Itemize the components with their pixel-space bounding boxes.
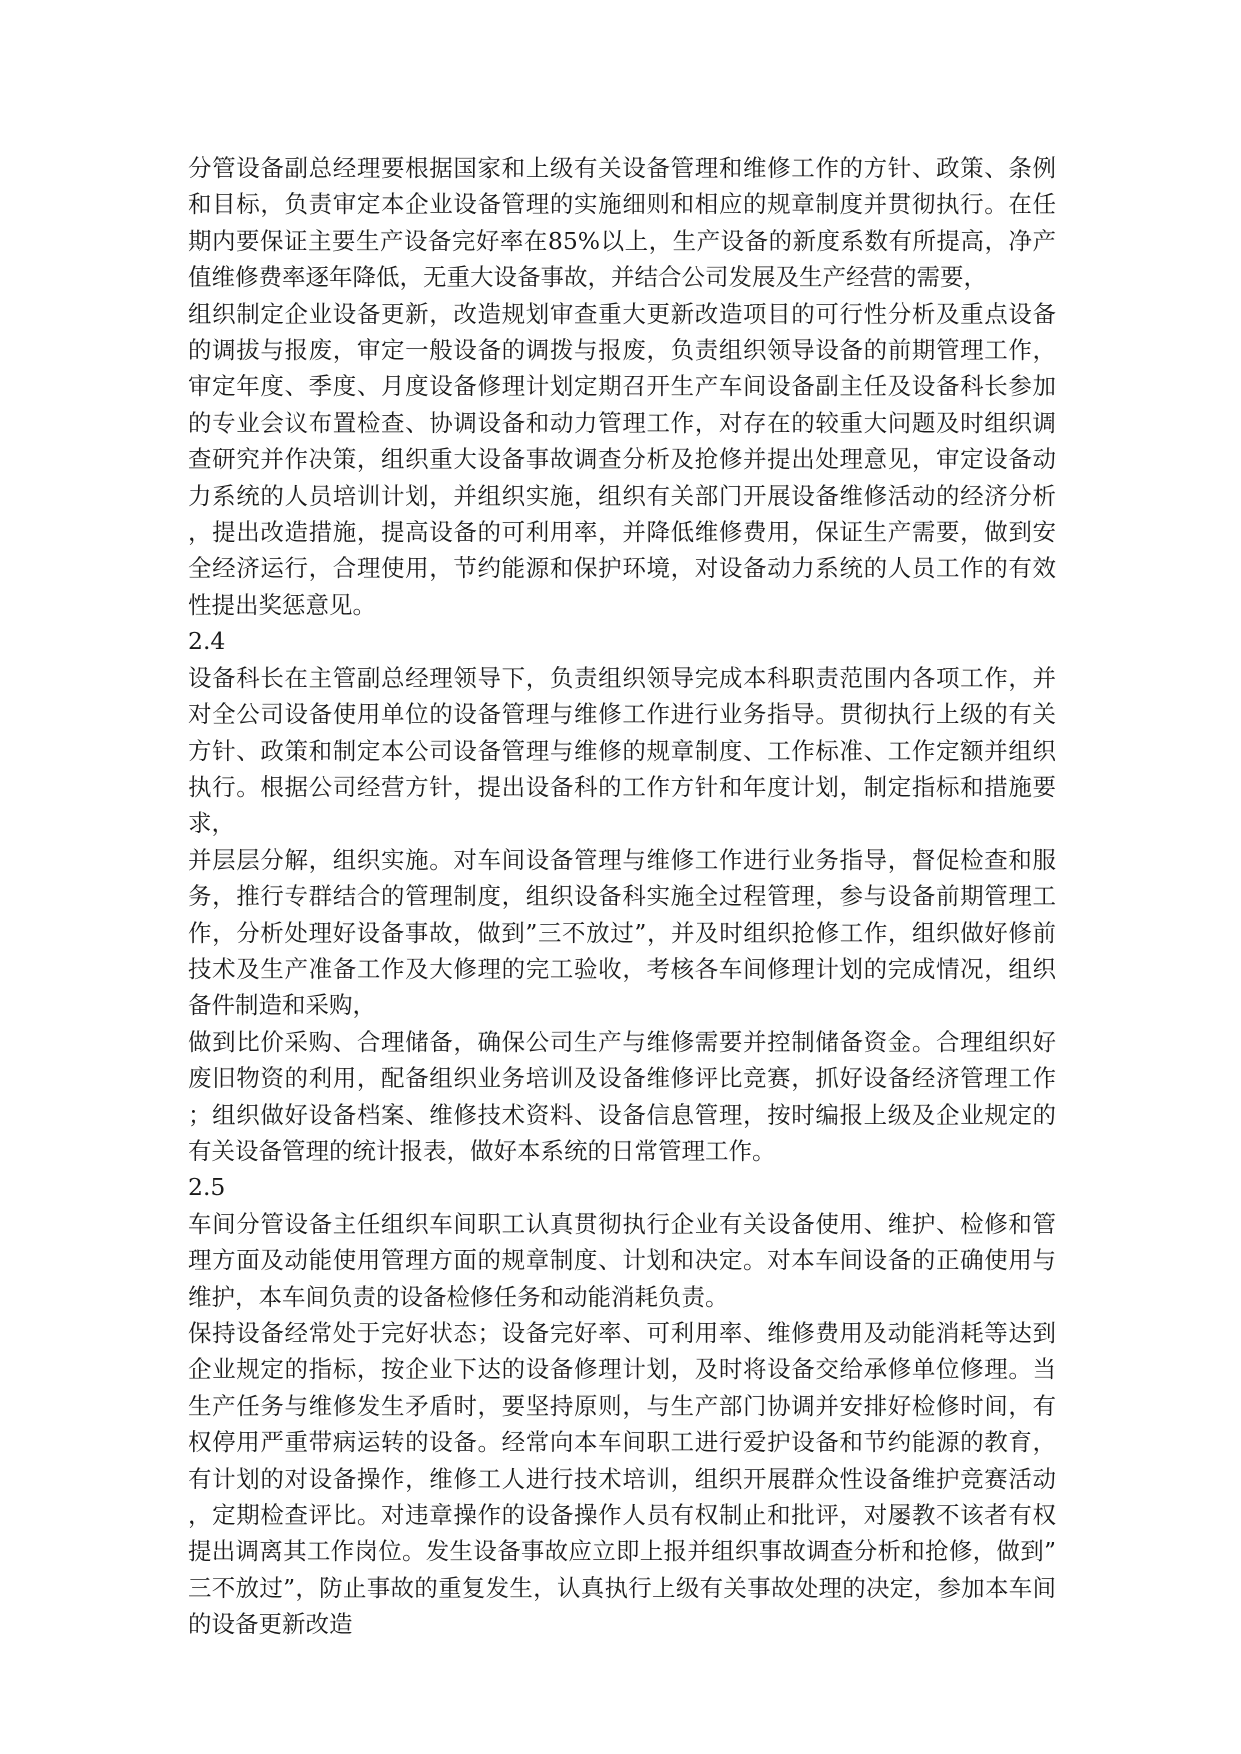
document-body (188, 150, 1056, 1643)
paragraph-section-chief-procurement: 做到比价采购、合理储备，确保公司生产与维修需要并控制储备资金。合理组织好废旧物资的利用，配备组织业务培训及设备维修评比竞赛，抓好设备经济管理工作；组织做好设备档案、维修技术资料、设备信息管理，按时编报上级及企业规定的有关设备管理的统计报表，做好本系统的日常管理工作。 (188, 1027, 1056, 1165)
paragraph-section-chief-implementation: 并层层分解，组织实施。对车间设备管理与维修工作进行业务指导，督促检查和服务，推行专群结合的管理制度，组织设备科实施全过程管理，参与设备前期管理工作，分析处理好设备事故，做到”三不放过”，并及时组织抢修工作，组织做好修前技术及生产准备工作及大修理的完工验收，考核各车间修理计划的完成情况，组织备件制造和采购， (188, 845, 1056, 1020)
section-number-2-5: 2.5 (188, 1173, 226, 1202)
paragraph-deputy-gm-planning: 组织制定企业设备更新，改造规划审查重大更新改造项目的可行性分析及重点设备的调拔与报废，审定一般设备的调拨与报废，负责组织领导设备的前期管理工作，审定年度、季度、月度设备修理计划定期召开生产车间设备副主任及设备科长参加的专业会议布置检查、协调设备和动力管理工作，对存在的较重大问题及时组织调查研究并作决策，组织重大设备事故调查分析及抢修并提出处理意见，审定设备动力系统的人员培训计划，并组织实施，组织有关部门开展设备维修活动的经济分析，提出改造措施，提高设备的可利用率，并降低维修费用，保证生产需要，做到安全经济运行，合理使用，节约能源和保护环境，对设备动力系统的人员工作的有效性提出奖惩意见。 (188, 299, 1056, 619)
paragraph-workshop-director-maintenance: 保持设备经常处于完好状态；设备完好率、可利用率、维修费用及动能消耗等达到企业规定的指标，按企业下达的设备修理计划，及时将设备交给承修单位修理。当生产任务与维修发生矛盾时，要坚持原则，与生产部门协调并安排好检修时间，有权停用严重带病运转的设备。经常向本车间职工进行爱护设备和节约能源的教育，有计划的对设备操作，维修工人进行技术培训，组织开展群众性设备维护竞赛活动，定期检查评比。对违章操作的设备操作人员有权制止和批评，对屡教不该者有权提出调离其工作岗位。发生设备事故应立即上报并组织事故调查分析和抢修，做到”三不放过”，防止事故的重复发生，认真执行上级有关事故处理的决定，参加本车间的设备更新改造 (188, 1319, 1056, 1639)
paragraph-workshop-director-duties: 车间分管设备主任组织车间职工认真贯彻执行企业有关设备使用、维护、检修和管理方面及动能使用管理方面的规章制度、计划和决定。对本车间设备的正确使用与维护，本车间负责的设备检修任务和动能消耗负责。 (188, 1209, 1056, 1311)
paragraph-deputy-gm-duties: 分管设备副总经理要根据国家和上级有关设备管理和维修工作的方针、政策、条例和目标，负责审定本企业设备管理的实施细则和相应的规章制度并贯彻执行。在任期内要保证主要生产设备完好率在85%以上，生产设备的新度系数有所提高，净产值维修费率逐年降低，无重大设备事故，并结合公司发展及生产经营的需要， (188, 154, 1056, 292)
paragraph-section-chief-duties: 设备科长在主管副总经理领导下，负责组织领导完成本科职责范围内各项工作，并对全公司设备使用单位的设备管理与维修工作进行业务指导。贯彻执行上级的有关方针、政策和制定本公司设备管理与维修的规章制度、工作标准、工作定额并组织执行。根据公司经营方针，提出设备科的工作方针和年度计划，制定指标和措施要求， (188, 663, 1056, 838)
section-number-2-4: 2.4 (188, 627, 226, 656)
